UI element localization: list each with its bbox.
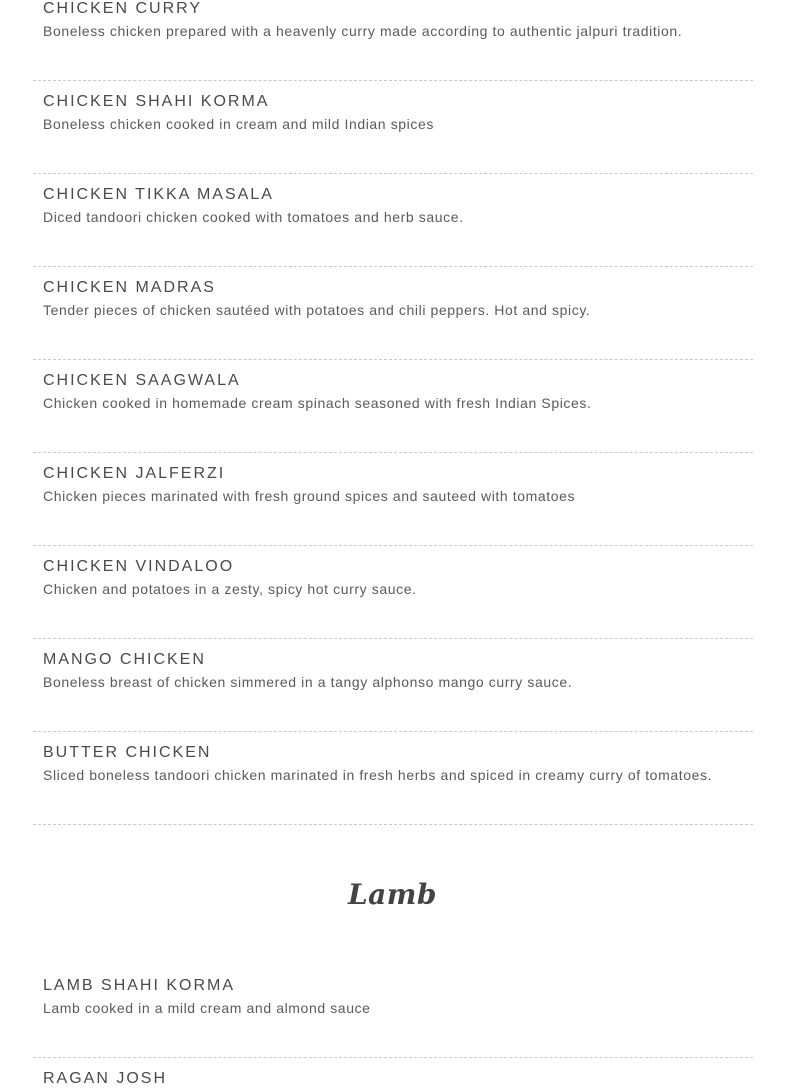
menu-item xyxy=(33,453,753,546)
lamb-section-heading: Lamb xyxy=(347,878,438,911)
menu-item-name: CHICKEN JALFERZI xyxy=(43,465,226,482)
menu-item xyxy=(33,174,753,267)
menu-item-name: CHICKEN TIKKA MASALA xyxy=(43,186,274,203)
menu-item-description: Diced tandoori chicken cooked with tomatoes and herb sauce. xyxy=(43,209,464,225)
menu-item xyxy=(33,965,753,1058)
menu-item xyxy=(33,546,753,639)
menu-item-description: Lamb cooked in a mild cream and almond sauce xyxy=(43,1000,371,1016)
menu-item xyxy=(33,1058,753,1090)
menu-item-name: CHICKEN SAAGWALA xyxy=(43,372,241,389)
menu-item-name: CHICKEN CURRY xyxy=(43,0,203,17)
lamb-section xyxy=(33,965,753,1090)
menu-item-name: BUTTER CHICKEN xyxy=(43,744,212,761)
menu-item-name: LAMB SHAHI KORMA xyxy=(43,977,236,994)
chicken-section xyxy=(33,0,753,825)
menu-item-name: MANGO CHICKEN xyxy=(43,651,206,668)
menu-item-description: Boneless chicken cooked in cream and mild Indian spices xyxy=(43,116,434,132)
menu-item xyxy=(33,267,753,360)
menu-item xyxy=(33,732,753,825)
menu-item-description: Boneless chicken prepared with a heavenly curry made according to authentic jalpuri tradition. xyxy=(43,23,683,39)
menu-item xyxy=(33,639,753,732)
menu-item-name: CHICKEN MADRAS xyxy=(43,279,216,296)
menu-item xyxy=(33,360,753,453)
menu-item-description: Chicken and potatoes in a zesty, spicy hot curry sauce. xyxy=(43,581,417,597)
menu-item-description: Sliced boneless tandoori chicken marinated in fresh herbs and spiced in creamy curry of tomatoes. xyxy=(43,767,713,783)
menu-item-name: CHICKEN SHAHI KORMA xyxy=(43,93,270,110)
menu-item xyxy=(33,81,753,174)
menu-item-description: Chicken pieces marinated with fresh ground spices and sauteed with tomatoes xyxy=(43,488,576,504)
menu-item-description: Boneless breast of chicken simmered in a tangy alphonso mango curry sauce. xyxy=(43,674,573,690)
menu-item-description: Chicken cooked in homemade cream spinach seasoned with fresh Indian Spices. xyxy=(43,395,592,411)
menu-item-name: RAGAN JOSH xyxy=(43,1070,168,1087)
menu-item-description: Tender pieces of chicken sautéed with potatoes and chili peppers. Hot and spicy. xyxy=(43,302,591,318)
menu-item xyxy=(33,0,753,81)
menu-item-name: CHICKEN VINDALOO xyxy=(43,558,235,575)
